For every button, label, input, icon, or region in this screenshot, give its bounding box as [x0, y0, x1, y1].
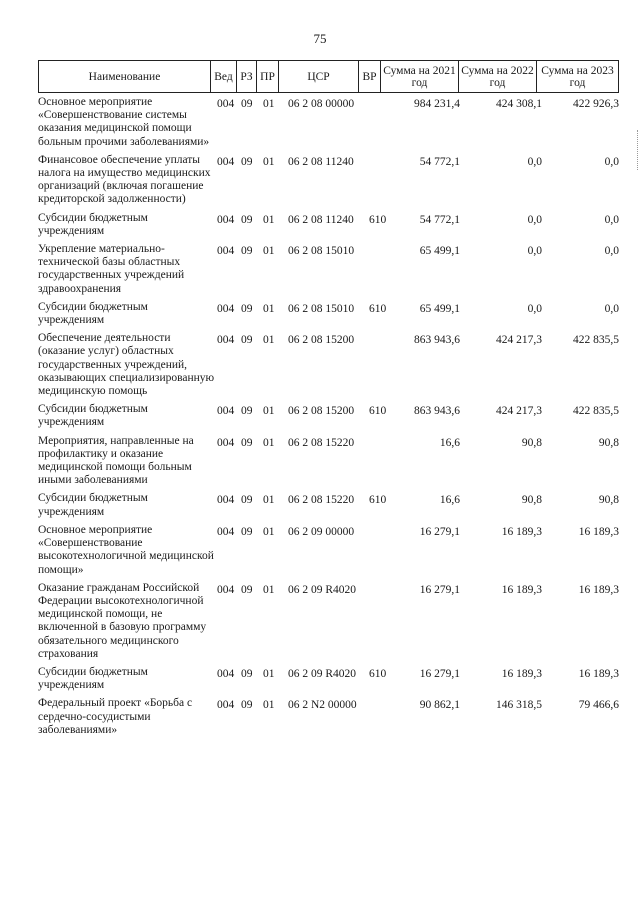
- pr-cell: 01: [263, 667, 275, 680]
- pr-cell: 01: [263, 699, 275, 712]
- header-ved: Вед: [211, 61, 237, 93]
- csr-cell: 06 2 08 15220: [288, 436, 355, 449]
- sum-2021-cell: 90 862,1: [419, 699, 460, 712]
- budget-table-body: [38, 96, 622, 742]
- rz-cell: 09: [241, 436, 253, 449]
- ved-cell: 004: [217, 525, 235, 538]
- table-row: [38, 154, 622, 212]
- rz-cell: 09: [241, 525, 253, 538]
- sum-2022-cell: 424 217,3: [496, 405, 542, 418]
- sum-2023-cell: 79 466,6: [578, 699, 619, 712]
- csr-cell: 06 2 09 R4020: [288, 667, 357, 680]
- pr-cell: 01: [263, 245, 275, 258]
- pr-cell: 01: [263, 405, 275, 418]
- sum-2021-cell: 54 772,1: [419, 213, 460, 226]
- table-row: [38, 666, 622, 697]
- row-name: Финансовое обеспечение уплаты налога на имущество медицинских организаций (включая погашение кредиторской задолженности): [38, 153, 211, 206]
- vr-cell: 610: [369, 494, 387, 507]
- sum-2021-cell: 65 499,1: [419, 245, 460, 258]
- row-name: Субсидии бюджетным учреждениям: [38, 492, 148, 518]
- table-row: [38, 301, 622, 332]
- rz-cell: 09: [241, 155, 253, 168]
- sum-2021-cell: 16,6: [439, 494, 460, 507]
- rz-cell: 09: [241, 583, 253, 596]
- sum-2021-cell: 65 499,1: [419, 302, 460, 315]
- rz-cell: 09: [241, 213, 253, 226]
- sum-2023-cell: 90,8: [598, 436, 619, 449]
- sum-2021-cell: 16 279,1: [419, 667, 460, 680]
- sum-2023-cell: 0,0: [604, 245, 619, 258]
- table-row: [38, 524, 622, 582]
- vr-cell: 610: [369, 302, 387, 315]
- sum-2022-cell: 0,0: [527, 155, 542, 168]
- sum-2022-cell: 424 308,1: [496, 98, 542, 110]
- ved-cell: 004: [217, 334, 235, 347]
- ved-cell: 004: [217, 98, 235, 110]
- csr-cell: 06 2 09 R4020: [288, 583, 357, 596]
- sum-2023-cell: 16 189,3: [578, 583, 619, 596]
- sum-2022-cell: 0,0: [527, 302, 542, 315]
- row-name: Субсидии бюджетным учреждениям: [38, 665, 148, 692]
- pr-cell: 01: [263, 98, 275, 110]
- pr-cell: 01: [263, 155, 275, 168]
- csr-cell: 06 2 08 15010: [288, 302, 355, 315]
- sum-2022-cell: 146 318,5: [496, 699, 542, 712]
- row-name: Основное мероприятие «Совершенствование высокотехнологичной медицинской помощи»: [38, 523, 214, 576]
- sum-2021-cell: 16 279,1: [419, 583, 460, 596]
- table-row: [38, 697, 622, 742]
- row-name: Мероприятия, направленные на профилактику и оказание медицинской помощи больным иными заболеваниями: [38, 434, 194, 487]
- row-name: Субсидии бюджетным учреждениям: [38, 300, 148, 327]
- rz-cell: 09: [241, 302, 253, 315]
- scan-edge-mark: [635, 130, 638, 170]
- table-row: [38, 212, 622, 243]
- budget-table-header: [38, 60, 619, 93]
- table-row: [38, 243, 622, 301]
- ved-cell: 004: [217, 699, 235, 712]
- pr-cell: 01: [263, 334, 275, 347]
- row-name: Федеральный проект «Борьба с сердечно-сосудистыми заболеваниями»: [38, 697, 193, 736]
- pr-cell: 01: [263, 494, 275, 507]
- table-row: [38, 403, 622, 434]
- sum-2022-cell: 0,0: [527, 245, 542, 258]
- sum-2023-cell: 422 835,5: [573, 405, 619, 418]
- sum-2023-cell: 16 189,3: [578, 525, 619, 538]
- sum-2021-cell: 16,6: [439, 436, 460, 449]
- csr-cell: 06 2 N2 00000: [288, 699, 357, 712]
- ved-cell: 004: [217, 155, 235, 168]
- csr-cell: 06 2 08 11240: [288, 213, 354, 226]
- csr-cell: 06 2 08 15200: [288, 405, 355, 418]
- pr-cell: 01: [263, 302, 275, 315]
- sum-2023-cell: 0,0: [604, 155, 619, 168]
- csr-cell: 06 2 08 11240: [288, 155, 354, 168]
- table-row: [38, 492, 622, 523]
- sum-2022-cell: 16 189,3: [501, 667, 542, 680]
- ved-cell: 004: [217, 436, 235, 449]
- ved-cell: 004: [217, 583, 235, 596]
- ved-cell: 004: [217, 245, 235, 258]
- pr-cell: 01: [263, 525, 275, 538]
- sum-2023-cell: 90,8: [598, 494, 619, 507]
- row-name: Укрепление материально-технической базы областных государственных учреждений здравоохранения: [38, 243, 185, 295]
- pr-cell: 01: [263, 436, 275, 449]
- sum-2022-cell: 90,8: [521, 494, 542, 507]
- sum-2023-cell: 422 926,3: [573, 98, 619, 110]
- sum-2022-cell: 90,8: [521, 436, 542, 449]
- csr-cell: 06 2 09 00000: [288, 525, 355, 538]
- row-name: Основное мероприятие «Совершенствование системы оказания медицинской помощи больным прочими заболеваниями»: [38, 96, 210, 148]
- csr-cell: 06 2 08 15010: [288, 245, 355, 258]
- rz-cell: 09: [241, 334, 253, 347]
- pr-cell: 01: [263, 583, 275, 596]
- sum-2022-cell: 424 217,3: [496, 334, 542, 347]
- pr-cell: 01: [263, 213, 275, 226]
- header-sum-2022: Сумма на 2022 год: [459, 61, 537, 93]
- vr-cell: 610: [369, 405, 387, 418]
- row-name: Субсидии бюджетным учреждениям: [38, 403, 148, 429]
- header-csr: ЦСР: [279, 61, 359, 93]
- csr-cell: 06 2 08 00000: [288, 98, 355, 110]
- csr-cell: 06 2 08 15220: [288, 494, 355, 507]
- ved-cell: 004: [217, 667, 235, 680]
- page-number: 75: [313, 31, 327, 46]
- ved-cell: 004: [217, 405, 235, 418]
- table-row: [38, 582, 622, 666]
- sum-2022-cell: 16 189,3: [501, 525, 542, 538]
- ved-cell: 004: [217, 494, 235, 507]
- sum-2021-cell: 863 943,6: [414, 405, 460, 418]
- table-row: [38, 435, 622, 493]
- sum-2021-cell: 984 231,4: [414, 98, 460, 110]
- csr-cell: 06 2 08 15200: [288, 334, 355, 347]
- rz-cell: 09: [241, 98, 253, 110]
- sum-2022-cell: 16 189,3: [501, 583, 542, 596]
- row-name: Оказание гражданам Российской Федерации высокотехнологичной медицинской помощи, не включенной в базовую программу обязательного медицинского страхования: [38, 581, 207, 660]
- sum-2023-cell: 16 189,3: [578, 667, 619, 680]
- rz-cell: 09: [241, 667, 253, 680]
- sum-2021-cell: 16 279,1: [419, 525, 460, 538]
- rz-cell: 09: [241, 699, 253, 712]
- header-pr: ПР: [257, 61, 279, 93]
- header-name: Наименование: [39, 61, 211, 93]
- rz-cell: 09: [241, 494, 253, 507]
- table-row: [38, 96, 622, 154]
- sum-2023-cell: 0,0: [604, 213, 619, 226]
- header-sum-2021: Сумма на 2021 год: [381, 61, 459, 93]
- ved-cell: 004: [217, 213, 235, 226]
- table-row: [38, 332, 622, 403]
- vr-cell: 610: [369, 667, 387, 680]
- row-name: Обеспечение деятельности (оказание услуг) областных государственных учреждений, оказывающих специализированную медицинскую помощь: [38, 332, 215, 398]
- header-sum-2023: Сумма на 2023 год: [537, 61, 619, 93]
- rz-cell: 09: [241, 405, 253, 418]
- sum-2022-cell: 0,0: [527, 213, 542, 226]
- vr-cell: 610: [369, 213, 387, 226]
- row-name: Субсидии бюджетным учреждениям: [38, 211, 148, 237]
- sum-2021-cell: 54 772,1: [419, 155, 460, 168]
- rz-cell: 09: [241, 245, 253, 258]
- sum-2021-cell: 863 943,6: [414, 334, 460, 347]
- sum-2023-cell: 422 835,5: [573, 334, 619, 347]
- sum-2023-cell: 0,0: [604, 302, 619, 315]
- ved-cell: 004: [217, 302, 235, 315]
- header-rz: РЗ: [237, 61, 257, 93]
- header-vr: ВР: [359, 61, 381, 93]
